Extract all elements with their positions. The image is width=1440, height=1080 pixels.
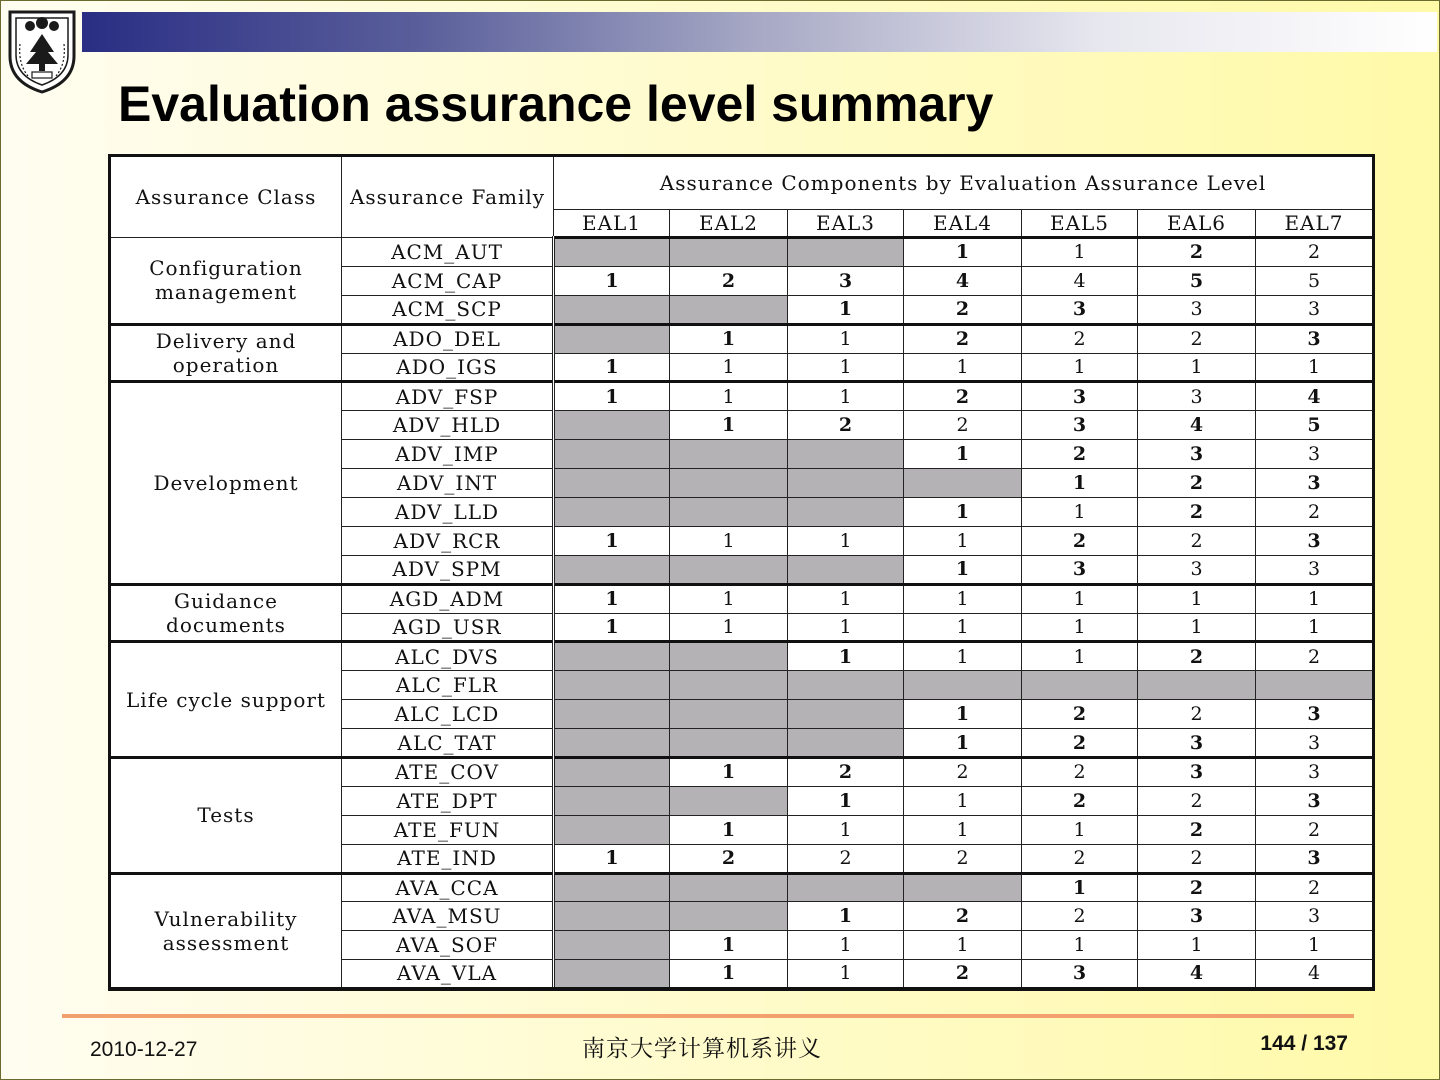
- assurance-family-cell: AVA_MSU: [342, 902, 554, 931]
- assurance-class-cell: Configuration management: [110, 238, 342, 325]
- eal-value-cell: [670, 295, 788, 324]
- eal-value-cell: 1: [1138, 931, 1256, 960]
- eal-value-cell: 3: [1256, 295, 1374, 324]
- eal-value-cell: 1: [670, 382, 788, 411]
- eal-value-cell: 1: [904, 526, 1022, 555]
- eal-value-cell: 2: [1022, 844, 1138, 873]
- eal-value-cell: [554, 324, 670, 353]
- eal-value-cell: 3: [788, 266, 904, 295]
- eal-value-cell: [670, 729, 788, 758]
- table-row: [110, 238, 1374, 267]
- eal-value-cell: [788, 469, 904, 498]
- eal-value-cell: 2: [1256, 498, 1374, 527]
- eal-value-cell: [670, 440, 788, 469]
- assurance-family-cell: ALC_DVS: [342, 642, 554, 671]
- eal-value-cell: 3: [1256, 758, 1374, 787]
- eal-value-cell: 1: [904, 353, 1022, 382]
- eal-value-cell: [670, 238, 788, 267]
- eal-value-cell: 2: [1138, 873, 1256, 902]
- eal-value-cell: 1: [1022, 584, 1138, 613]
- assurance-family-cell: ADV_FSP: [342, 382, 554, 411]
- eal-value-cell: [670, 786, 788, 815]
- eal-value-cell: 1: [554, 844, 670, 873]
- eal-value-cell: 1: [670, 931, 788, 960]
- header-eal-6: EAL6: [1138, 210, 1256, 238]
- eal-value-cell: 1: [904, 642, 1022, 671]
- eal-value-cell: 1: [904, 931, 1022, 960]
- header-assurance-family: Assurance Family: [342, 156, 554, 238]
- eal-value-cell: 2: [1256, 642, 1374, 671]
- eal-value-cell: 1: [554, 353, 670, 382]
- eal-value-cell: 2: [788, 758, 904, 787]
- eal-value-cell: [554, 440, 670, 469]
- eal-value-cell: [554, 902, 670, 931]
- eal-value-cell: [788, 729, 904, 758]
- eal-value-cell: 2: [1022, 700, 1138, 729]
- eal-value-cell: 1: [1022, 931, 1138, 960]
- eal-value-cell: 1: [904, 498, 1022, 527]
- eal-value-cell: 3: [1022, 960, 1138, 989]
- eal-value-cell: 1: [904, 786, 1022, 815]
- assurance-class-cell: Vulnerability assessment: [110, 873, 342, 989]
- eal-value-cell: 3: [1256, 469, 1374, 498]
- eal-value-cell: 2: [1138, 844, 1256, 873]
- eal-value-cell: 2: [904, 295, 1022, 324]
- table-row: [110, 382, 1374, 411]
- assurance-family-cell: ACM_SCP: [342, 295, 554, 324]
- assurance-family-cell: AGD_ADM: [342, 584, 554, 613]
- eal-value-cell: 1: [1138, 613, 1256, 642]
- eal-value-cell: 1: [1022, 873, 1138, 902]
- assurance-family-cell: ACM_AUT: [342, 238, 554, 267]
- eal-value-cell: 2: [1138, 498, 1256, 527]
- eal-value-cell: 3: [1256, 786, 1374, 815]
- eal-value-cell: 2: [1022, 526, 1138, 555]
- table-row: [110, 873, 1374, 902]
- assurance-family-cell: AVA_VLA: [342, 960, 554, 989]
- assurance-family-cell: AGD_USR: [342, 613, 554, 642]
- eal-value-cell: 1: [788, 815, 904, 844]
- eal-value-cell: 1: [1022, 238, 1138, 267]
- eal-value-cell: 1: [788, 786, 904, 815]
- assurance-family-cell: ATE_FUN: [342, 815, 554, 844]
- assurance-class-cell: Tests: [110, 758, 342, 874]
- eal-value-cell: 1: [1022, 815, 1138, 844]
- eal-value-cell: [670, 902, 788, 931]
- eal-value-cell: 1: [904, 555, 1022, 584]
- eal-value-cell: [1138, 671, 1256, 700]
- header-eal-5: EAL5: [1022, 210, 1138, 238]
- eal-value-cell: 2: [1022, 440, 1138, 469]
- eal-value-cell: [554, 786, 670, 815]
- eal-value-cell: 1: [1256, 613, 1374, 642]
- eal-value-cell: 1: [670, 758, 788, 787]
- eal-value-cell: 2: [1256, 873, 1374, 902]
- eal-value-cell: [554, 295, 670, 324]
- eal-value-cell: 1: [904, 440, 1022, 469]
- eal-value-cell: [554, 498, 670, 527]
- eal-value-cell: 2: [904, 902, 1022, 931]
- eal-value-cell: 1: [788, 295, 904, 324]
- eal-value-cell: 2: [1022, 729, 1138, 758]
- assurance-family-cell: AVA_CCA: [342, 873, 554, 902]
- eal-value-cell: 1: [670, 324, 788, 353]
- assurance-family-cell: ATE_COV: [342, 758, 554, 787]
- table-row: [110, 758, 1374, 787]
- eal-value-cell: 3: [1256, 555, 1374, 584]
- eal-value-cell: 1: [670, 960, 788, 989]
- table-row: [110, 584, 1374, 613]
- eal-value-cell: [904, 469, 1022, 498]
- eal-value-cell: 2: [1256, 238, 1374, 267]
- eal-value-cell: 4: [1138, 960, 1256, 989]
- eal-value-cell: 1: [554, 613, 670, 642]
- eal-value-cell: [554, 873, 670, 902]
- header-eal-3: EAL3: [788, 210, 904, 238]
- eal-value-cell: 2: [670, 844, 788, 873]
- eal-value-cell: [554, 960, 670, 989]
- eal-value-cell: 2: [1256, 815, 1374, 844]
- footer-date: 2010-12-27: [90, 1038, 198, 1061]
- eal-value-cell: 2: [1022, 786, 1138, 815]
- eal-value-cell: 2: [904, 382, 1022, 411]
- eal-value-cell: [788, 700, 904, 729]
- eal-value-cell: [554, 758, 670, 787]
- eal-value-cell: [554, 815, 670, 844]
- eal-value-cell: [788, 671, 904, 700]
- eal-value-cell: 1: [670, 613, 788, 642]
- eal-value-cell: 2: [670, 266, 788, 295]
- table-row: [110, 324, 1374, 353]
- eal-value-cell: 1: [788, 382, 904, 411]
- eal-value-cell: [554, 729, 670, 758]
- eal-value-cell: 2: [904, 844, 1022, 873]
- eal-value-cell: 3: [1138, 729, 1256, 758]
- eal-value-cell: 1: [788, 526, 904, 555]
- eal-value-cell: [554, 238, 670, 267]
- eal-value-cell: 1: [1138, 584, 1256, 613]
- assurance-family-cell: ADO_IGS: [342, 353, 554, 382]
- eal-value-cell: 1: [904, 700, 1022, 729]
- eal-value-cell: 2: [904, 758, 1022, 787]
- eal-value-cell: 2: [788, 844, 904, 873]
- eal-value-cell: [788, 498, 904, 527]
- eal-value-cell: 1: [670, 353, 788, 382]
- eal-summary-table-container: [108, 154, 1372, 990]
- eal-value-cell: 2: [1138, 238, 1256, 267]
- eal-value-cell: 1: [1022, 642, 1138, 671]
- eal-value-cell: 1: [904, 729, 1022, 758]
- assurance-class-cell: Life cycle support: [110, 642, 342, 758]
- eal-value-cell: 4: [904, 266, 1022, 295]
- eal-value-cell: [788, 238, 904, 267]
- header-eal-4: EAL4: [904, 210, 1022, 238]
- header-eal-7: EAL7: [1256, 210, 1374, 238]
- eal-value-cell: 3: [1138, 440, 1256, 469]
- eal-value-cell: 3: [1022, 555, 1138, 584]
- eal-value-cell: 2: [904, 411, 1022, 440]
- eal-value-cell: [670, 671, 788, 700]
- eal-value-cell: [554, 642, 670, 671]
- eal-value-cell: 1: [1022, 498, 1138, 527]
- eal-value-cell: 1: [554, 382, 670, 411]
- eal-value-cell: 3: [1256, 729, 1374, 758]
- eal-value-cell: 4: [1256, 960, 1374, 989]
- eal-value-cell: 1: [670, 815, 788, 844]
- header-eal-2: EAL2: [670, 210, 788, 238]
- assurance-family-cell: ADV_LLD: [342, 498, 554, 527]
- eal-value-cell: 4: [1022, 266, 1138, 295]
- eal-value-cell: [670, 642, 788, 671]
- eal-value-cell: [1256, 671, 1374, 700]
- eal-value-cell: 2: [1022, 758, 1138, 787]
- eal-value-cell: 1: [788, 902, 904, 931]
- eal-value-cell: 1: [554, 266, 670, 295]
- eal-value-cell: 1: [1022, 469, 1138, 498]
- eal-value-cell: 5: [1256, 411, 1374, 440]
- eal-value-cell: 1: [788, 613, 904, 642]
- eal-value-cell: 3: [1138, 295, 1256, 324]
- eal-value-cell: 1: [788, 931, 904, 960]
- eal-value-cell: 2: [1022, 324, 1138, 353]
- eal-value-cell: 1: [788, 960, 904, 989]
- assurance-family-cell: ADV_RCR: [342, 526, 554, 555]
- eal-value-cell: 3: [1256, 440, 1374, 469]
- university-seal-icon: [4, 4, 80, 94]
- page-title: Evaluation assurance level summary: [118, 76, 994, 132]
- eal-value-cell: [670, 873, 788, 902]
- eal-value-cell: 5: [1138, 266, 1256, 295]
- assurance-family-cell: ADV_HLD: [342, 411, 554, 440]
- footer-divider: [62, 1014, 1354, 1018]
- eal-value-cell: 1: [554, 526, 670, 555]
- assurance-family-cell: ALC_LCD: [342, 700, 554, 729]
- eal-value-cell: 2: [904, 960, 1022, 989]
- eal-value-cell: 3: [1256, 526, 1374, 555]
- eal-value-cell: 2: [1022, 902, 1138, 931]
- assurance-class-cell: Guidance documents: [110, 584, 342, 642]
- eal-value-cell: 1: [1022, 353, 1138, 382]
- eal-value-cell: 3: [1022, 382, 1138, 411]
- eal-value-cell: [788, 555, 904, 584]
- eal-value-cell: 1: [904, 613, 1022, 642]
- assurance-family-cell: AVA_SOF: [342, 931, 554, 960]
- eal-value-cell: 1: [788, 642, 904, 671]
- eal-value-cell: [554, 411, 670, 440]
- eal-value-cell: 4: [1138, 411, 1256, 440]
- assurance-family-cell: ADV_IMP: [342, 440, 554, 469]
- eal-value-cell: 1: [1022, 613, 1138, 642]
- eal-value-cell: 1: [788, 353, 904, 382]
- eal-value-cell: [904, 671, 1022, 700]
- assurance-family-cell: ADV_SPM: [342, 555, 554, 584]
- header-gradient-bar: [82, 12, 1437, 52]
- eal-value-cell: [670, 469, 788, 498]
- eal-value-cell: 2: [904, 324, 1022, 353]
- eal-value-cell: [670, 498, 788, 527]
- eal-value-cell: 5: [1256, 266, 1374, 295]
- eal-value-cell: [904, 873, 1022, 902]
- eal-value-cell: 3: [1256, 700, 1374, 729]
- eal-summary-table: [108, 154, 1375, 991]
- assurance-class-cell: Development: [110, 382, 342, 584]
- assurance-family-cell: ATE_IND: [342, 844, 554, 873]
- eal-value-cell: 1: [1256, 584, 1374, 613]
- assurance-family-cell: ALC_FLR: [342, 671, 554, 700]
- eal-value-cell: 3: [1256, 902, 1374, 931]
- eal-value-cell: 3: [1138, 902, 1256, 931]
- eal-value-cell: [788, 873, 904, 902]
- assurance-family-cell: ATE_DPT: [342, 786, 554, 815]
- eal-value-cell: 3: [1256, 844, 1374, 873]
- page-number: 144 / 137: [1260, 1032, 1348, 1055]
- eal-value-cell: 2: [1138, 642, 1256, 671]
- eal-value-cell: 1: [670, 526, 788, 555]
- eal-value-cell: 2: [1138, 526, 1256, 555]
- footer-course-title: 南京大学计算机系讲义: [582, 1036, 822, 1062]
- eal-value-cell: 3: [1256, 324, 1374, 353]
- eal-value-cell: 4: [1256, 382, 1374, 411]
- assurance-family-cell: ACM_CAP: [342, 266, 554, 295]
- eal-value-cell: 1: [788, 324, 904, 353]
- eal-value-cell: [554, 671, 670, 700]
- eal-value-cell: 1: [554, 584, 670, 613]
- eal-value-cell: 1: [904, 584, 1022, 613]
- eal-value-cell: 2: [1138, 786, 1256, 815]
- eal-value-cell: 1: [1138, 353, 1256, 382]
- table-row: [110, 642, 1374, 671]
- eal-value-cell: 1: [904, 238, 1022, 267]
- eal-value-cell: 1: [1256, 353, 1374, 382]
- eal-value-cell: [554, 931, 670, 960]
- eal-value-cell: 2: [1138, 815, 1256, 844]
- eal-value-cell: [788, 440, 904, 469]
- assurance-family-cell: ALC_TAT: [342, 729, 554, 758]
- eal-value-cell: 2: [788, 411, 904, 440]
- eal-value-cell: 1: [788, 584, 904, 613]
- eal-value-cell: [670, 700, 788, 729]
- eal-value-cell: 3: [1022, 411, 1138, 440]
- eal-value-cell: [554, 469, 670, 498]
- eal-value-cell: [554, 700, 670, 729]
- eal-value-cell: 1: [904, 815, 1022, 844]
- eal-value-cell: 1: [670, 584, 788, 613]
- eal-value-cell: 3: [1138, 555, 1256, 584]
- eal-value-cell: 3: [1022, 295, 1138, 324]
- eal-value-cell: [1022, 671, 1138, 700]
- assurance-family-cell: ADV_INT: [342, 469, 554, 498]
- eal-value-cell: [554, 555, 670, 584]
- header-assurance-components: Assurance Components by Evaluation Assurance Level: [554, 156, 1374, 210]
- eal-value-cell: 1: [670, 411, 788, 440]
- eal-value-cell: 2: [1138, 324, 1256, 353]
- assurance-family-cell: ADO_DEL: [342, 324, 554, 353]
- eal-value-cell: 3: [1138, 382, 1256, 411]
- eal-value-cell: [670, 555, 788, 584]
- eal-value-cell: 3: [1138, 758, 1256, 787]
- eal-value-cell: 2: [1138, 469, 1256, 498]
- eal-value-cell: 2: [1138, 700, 1256, 729]
- header-eal-1: EAL1: [554, 210, 670, 238]
- eal-value-cell: 1: [1256, 931, 1374, 960]
- header-assurance-class: Assurance Class: [110, 156, 342, 238]
- assurance-class-cell: Delivery and operation: [110, 324, 342, 382]
